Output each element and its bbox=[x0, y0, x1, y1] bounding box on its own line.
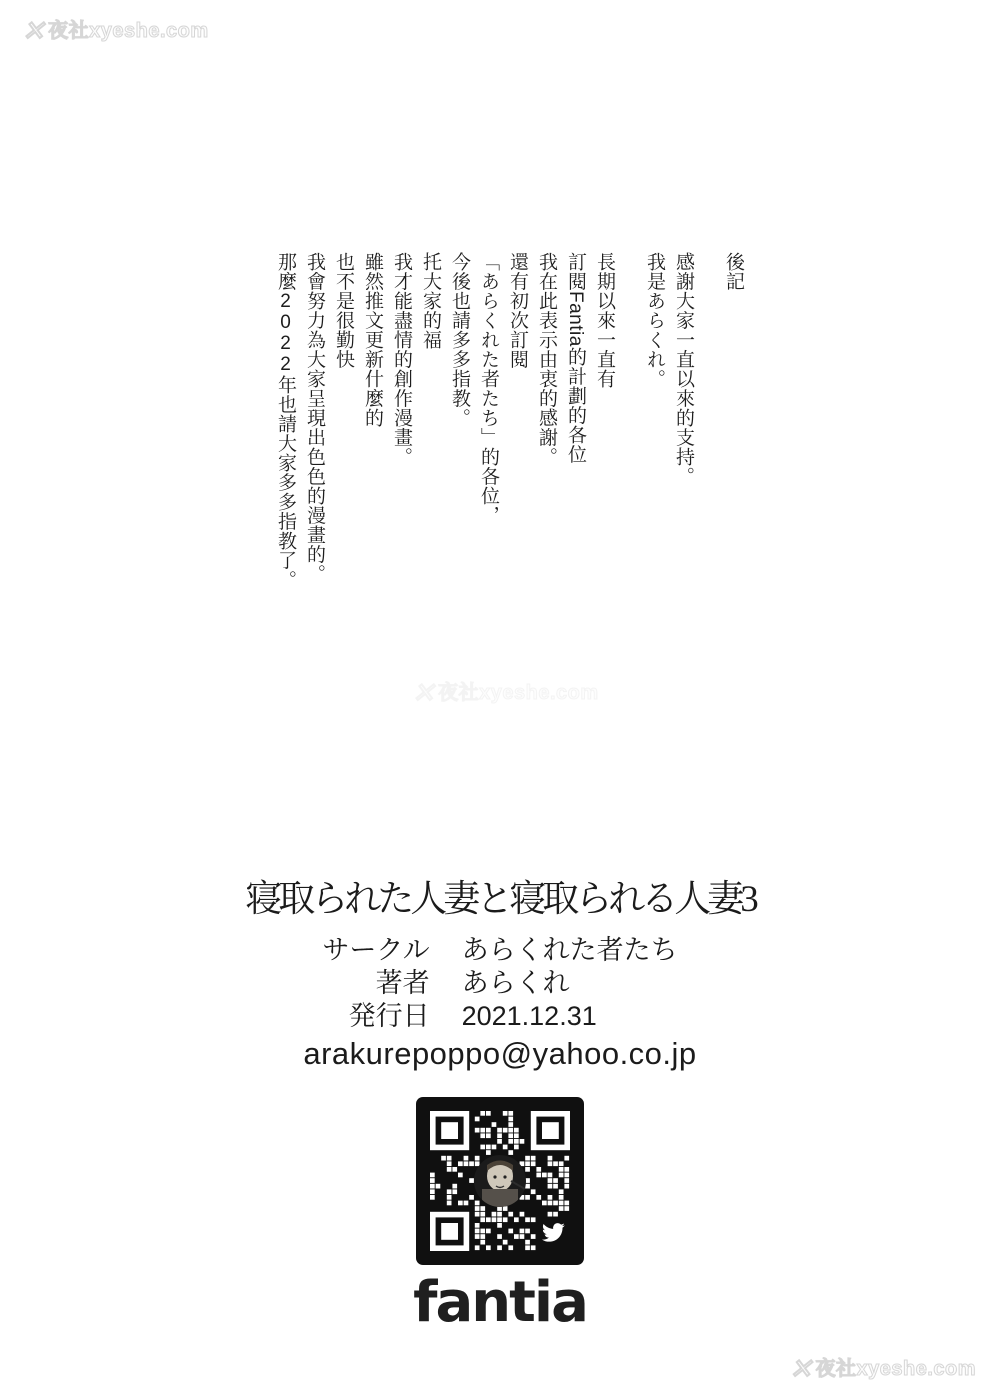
contact-email: arakurepoppo@yahoo.co.jp bbox=[303, 1036, 697, 1071]
afterword-paragraph bbox=[640, 252, 698, 652]
afterword-line: 托大家的福 bbox=[420, 252, 441, 350]
afterword-line: 我在此表示由衷的感謝。 bbox=[536, 252, 557, 467]
watermark-top-left bbox=[22, 14, 209, 47]
afterword-line: 「あらくれた者たち」的各位， bbox=[478, 252, 499, 525]
afterword-line: 還有初次訂閱 bbox=[507, 252, 528, 369]
colophon-value-circle: あらくれた者たち bbox=[461, 935, 678, 965]
fantia-logo-text: fantia bbox=[413, 1270, 587, 1335]
watermark-logo-icon: ✕ bbox=[789, 1354, 813, 1384]
afterword-line: 今後也請多多指教。 bbox=[449, 252, 470, 428]
afterword-line: 雖然推文更新什麼的 bbox=[362, 252, 383, 428]
afterword-paragraph bbox=[271, 252, 619, 652]
fantia-qr-code bbox=[416, 1097, 584, 1265]
colophon-value-publish-date: 2021.12.31 bbox=[461, 1001, 597, 1031]
afterword-line: 我是あらくれ。 bbox=[644, 252, 665, 389]
afterword-line: 感謝大家一直以來的支持。 bbox=[673, 252, 694, 486]
colophon-value-author: あらくれ bbox=[461, 968, 570, 998]
watermark-logo-icon: ✕ bbox=[22, 16, 46, 46]
afterword-block bbox=[271, 252, 748, 652]
colophon-label-circle: サークル bbox=[322, 935, 430, 965]
colophon-label-publish-date: 発行日 bbox=[348, 1001, 430, 1031]
afterword-line: 我才能盡情的創作漫畫。 bbox=[391, 252, 412, 467]
colophon-label-author: 著者 bbox=[375, 968, 430, 998]
watermark-center bbox=[412, 676, 599, 709]
book-title: 寝取られた人妻と寝取られる人妻3 bbox=[245, 879, 755, 920]
afterword-line: 訂閱Fantia的計劃的各位 bbox=[565, 252, 586, 464]
afterword-heading bbox=[719, 252, 748, 652]
watermark-bottom-right bbox=[789, 1352, 976, 1385]
watermark-logo-icon: ✕ bbox=[412, 678, 436, 708]
colophon-table bbox=[322, 934, 677, 1033]
afterword-line: 那麼2022年也請大家多多指教了。 bbox=[275, 252, 296, 590]
afterword-line: 長期以來一直有 bbox=[594, 252, 615, 389]
watermark-text: 夜社xyeshe.com bbox=[438, 682, 599, 704]
watermark-text: 夜社xyeshe.com bbox=[48, 20, 209, 42]
afterword-line: 也不是很勤快 bbox=[333, 252, 354, 369]
watermark-text: 夜社xyeshe.com bbox=[815, 1358, 976, 1380]
afterword-line: 我會努力為大家呈現出色色的漫畫的。 bbox=[304, 252, 325, 584]
afterword-heading-text: 後記 bbox=[723, 252, 744, 291]
